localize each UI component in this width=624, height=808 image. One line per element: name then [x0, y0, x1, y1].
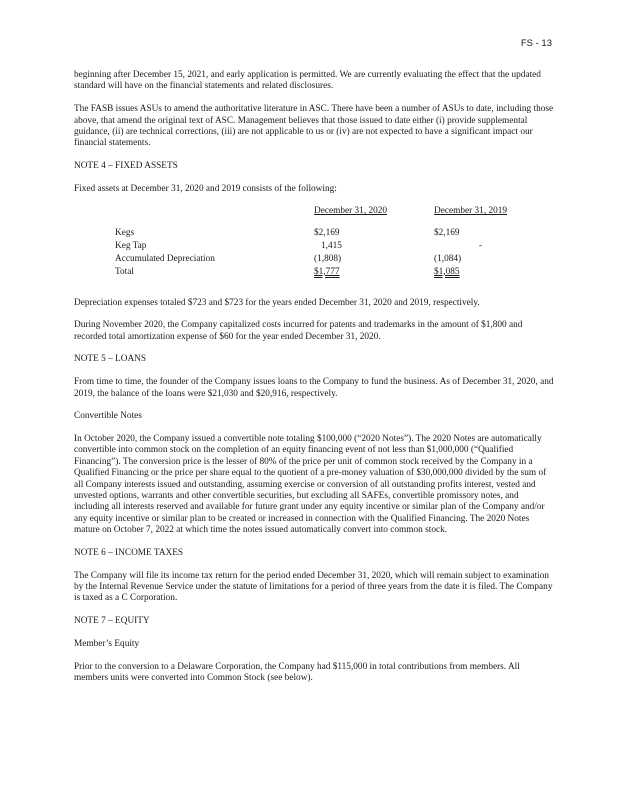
- note5-heading: NOTE 5 – LOANS: [74, 354, 147, 365]
- column-header-2020: December 31, 2020: [314, 206, 388, 217]
- paragraph-members-equity: Prior to the conversion to a Delaware Corporation, the Company had $115,000 in total contributions from members. All members units were converted into Common Stock (see below).: [74, 661, 520, 683]
- row-label-keg-tap: Keg Tap: [115, 241, 147, 252]
- paragraph-patents: During November 2020, the Company capitalized costs incurred for patents and trademarks in the amount of $1,800 and recorded total amortization expense of $60 for the year ended December 31, 2020.: [74, 320, 523, 342]
- table-row: [74, 267, 534, 280]
- note4-heading: NOTE 4 – FIXED ASSETS: [74, 161, 178, 172]
- column-header-2019: December 31, 2019: [434, 206, 508, 217]
- note6-heading: NOTE 6 – INCOME TAXES: [74, 547, 184, 558]
- paragraph-asu-amendments: The FASB issues ASUs to amend the authoritative literature in ASC. There have been a number of ASUs to date, including those above, that amend the original text of ASC. Management believes that those issued to date either (i) provide supplemental guidance, (ii) are technical corrections, (iii) are not applicable to us or (iv) are not expected to have a significant impact our financial statements.: [74, 104, 554, 149]
- table-header-row: [74, 206, 534, 220]
- cell-kegs-2019: $2,169: [434, 228, 460, 239]
- cell-kegs-2020: $2,169: [314, 228, 340, 239]
- paragraph-income-taxes: The Company will file its income tax return for the period ended December 31, 2020, which will remain subject to examination by the Internal Revenue Service under the statute of limitations for a period of three years from the date it is filed. The Company is taxed as a C Corporation.: [74, 570, 553, 604]
- paragraph-effective-date: beginning after December 15, 2021, and early application is permitted. We are currently evaluating the effect that the updated standard will have on the financial statements and related disclosures.: [74, 70, 541, 92]
- paragraph-fixed-assets-intro: Fixed assets at December 31, 2020 and 2019 consists of the following:: [74, 183, 337, 194]
- cell-total-2020: $1,777: [314, 266, 340, 277]
- cell-keg-tap-2019: -: [478, 241, 482, 252]
- paragraph-depreciation: Depreciation expenses totaled $723 and $723 for the years ended December 31, 2020 and 2019, respectively.: [74, 297, 480, 308]
- paragraph-loans: From time to time, the founder of the Company issues loans to the Company to fund the business. As of December 31, 2020, and 2019, the balance of the loans were $21,030 and $20,916, respectively.: [74, 377, 554, 399]
- page-number: FS - 13: [520, 38, 552, 49]
- paragraph-convertible-notes: In October 2020, the Company issued a convertible note totaling $100,000 (“2020 Notes”). The 2020 Notes are automatically convertible into common stock on the completion of an equity financing event of not less than $1,000,000 (“Qualified Financing”). The conversion price is the lesser of 80% of the price per unit of common stock received by the Company in a Qualified Financing or the price per share equal to the quotient of a pre-money valuation of $30,000,000 divided by the sum of all Company interests issued and outstanding, assuming exercise or conversion of all outstanding profits interest, vested and unvested options, warrants and other convertible securities, but excluding all SAFEs, convertible promissory notes, and including all interests reserved and available for future grant under any equity incentive or similar plan of the Company and/or any equity incentive or similar plan to be created or increased in connection with the Qualified Financing. The 2020 Notes mature on October 7, 2022 at which time the notes issued automatically convert into common stock.: [74, 433, 547, 536]
- fixed-assets-table: [74, 206, 534, 279]
- table-row: [74, 228, 534, 241]
- table-row: [74, 241, 534, 254]
- row-label-kegs: Kegs: [115, 228, 135, 239]
- note7-heading: NOTE 7 – EQUITY: [74, 616, 150, 627]
- cell-accum-dep-2020: (1,808): [314, 254, 342, 265]
- cell-accum-dep-2019: (1,084): [434, 254, 462, 265]
- table-row: [74, 254, 534, 267]
- cell-total-2019: $1,085: [434, 266, 460, 277]
- members-equity-heading: Member’s Equity: [74, 638, 140, 649]
- convertible-notes-heading: Convertible Notes: [74, 411, 142, 422]
- document-body: [74, 70, 554, 696]
- row-label-total: Total: [115, 266, 134, 277]
- cell-keg-tap-2020: 1,415: [321, 241, 342, 252]
- row-label-accumulated-depreciation: Accumulated Depreciation: [115, 254, 215, 265]
